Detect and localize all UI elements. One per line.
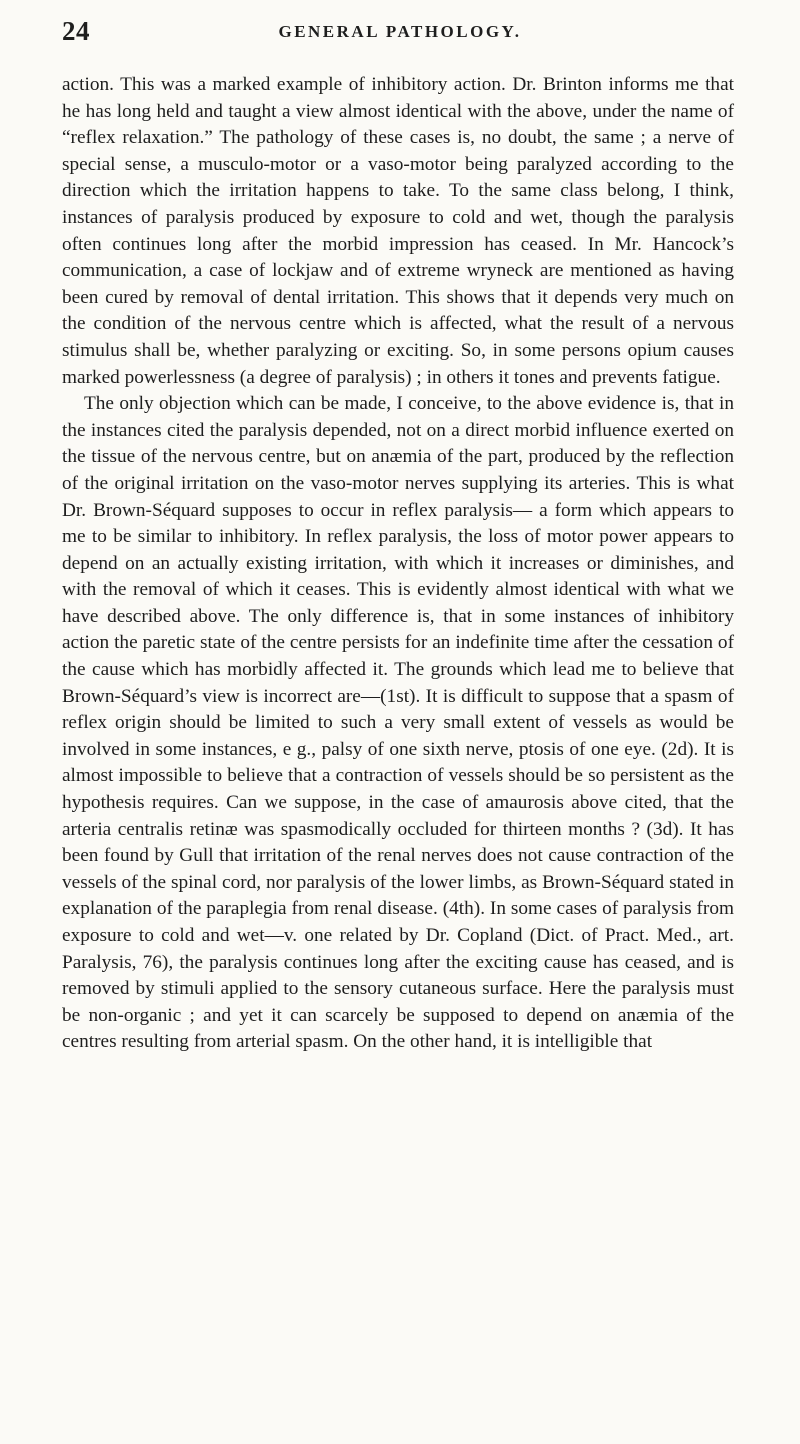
page-number: 24 [62, 16, 90, 46]
running-head [62, 16, 738, 56]
paragraph-1: action. This was a marked example of inhibitory action. Dr. Brinton informs me that he has long held and taught a view almost identical with the above, under the name of “reflex relaxation.” The pathology of these cases is, no doubt, the same ; a nerve of special sense, a musculo-motor or a vaso-motor being paralyzed according to the direction which the irritation happens to take. To the same class belong, I think, instances of paralysis produced by exposure to cold and wet, though the paralysis often continues long after the morbid impression has ceased. In Mr. Hancock’s communication, a case of lockjaw and of extreme wryneck are mentioned as having been cured by removal of dental irritation. This shows that it depends very much on the condition of the nervous centre which is affected, what the result of a nervous stimulus shall be, whether paralyzing or exciting. So, in some persons opium causes marked powerlessness (a degree of paralysis) ; in others it tones and prevents fatigue. [62, 74, 734, 388]
running-title: GENERAL PATHOLOGY. [278, 22, 522, 41]
body-text [62, 72, 734, 1056]
paragraph-2: The only objection which can be made, I conceive, to the above evidence is, that in the instances cited the paralysis depended, not on a direct morbid influence exerted on the tissue of the nervous centre, but on anæmia of the part, produced by the reflection of the original irritation on the vaso-motor nerves supplying its arteries. This is what Dr. Brown-Séquard supposes to occur in reflex paralysis— a form which appears to me to be similar to inhibitory. In reflex paralysis, the loss of motor power appears to depend on an actually existing irritation, with which it increases or diminishes, and with the removal of which it ceases. This is evidently almost identical with what we have described above. The only difference is, that in some instances of inhibitory action the paretic state of the centre persists for an indefinite time after the cessation of the cause which has morbidly affected it. The grounds which lead me to believe that Brown-Séquard’s view is incorrect are—(1st). It is difficult to suppose that a spasm of reflex origin should be limited to such a very small extent of vessels as would be involved in some instances, e g., palsy of one sixth nerve, ptosis of one eye. (2d). It is almost impossible to believe that a contraction of vessels should be so persistent as the hypothesis requires. Can we suppose, in the case of amaurosis above cited, that the arteria centralis retinæ was spasmodically occluded for thirteen months ? (3d). It has been found by Gull that irritation of the renal nerves does not cause contraction of the vessels of the spinal cord, nor paralysis of the lower limbs, as Brown-Séquard stated in explanation of the paraplegia from renal disease. (4th). In some cases of paralysis from exposure to cold and wet—v. one related by Dr. Copland (Dict. of Pract. Med., art. Paralysis, 76), the paralysis continues long after the exciting cause has ceased, and is removed by stimuli applied to the sensory cutaneous surface. Here the paralysis must be non-organic ; and yet it can scarcely be supposed to depend on anæmia of the centres resulting from arterial spasm. On the other hand, it is intelligible that [62, 393, 734, 1053]
